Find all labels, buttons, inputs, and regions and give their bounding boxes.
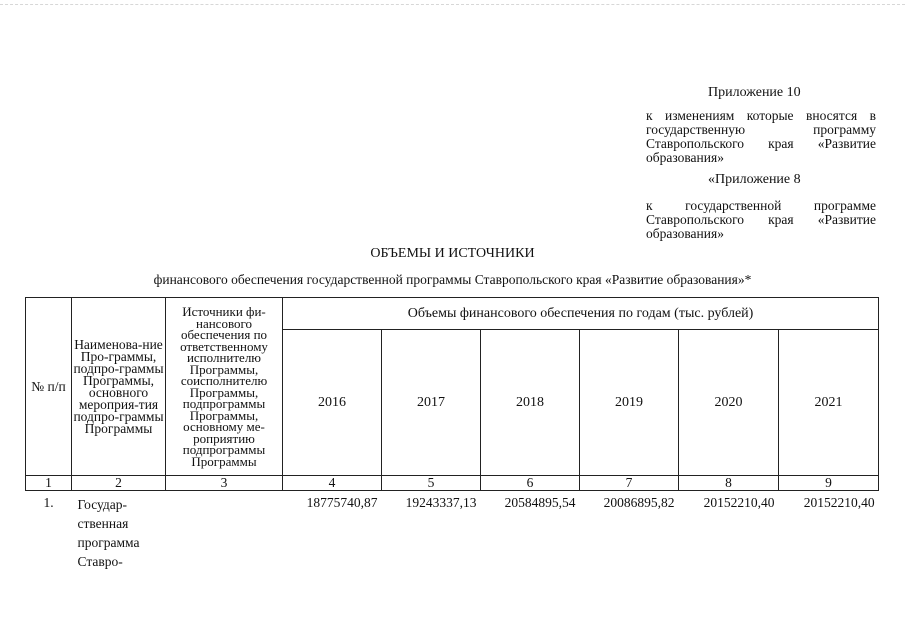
- column-number: 2: [72, 476, 166, 491]
- column-number: 5: [382, 476, 481, 491]
- column-header-name: Наименова-ние Про-граммы, подпро-граммы Программы, основного мероприя-тия подпро-граммы Программы: [72, 298, 166, 476]
- year-header: 2018: [481, 330, 580, 476]
- scan-top-border: [0, 4, 905, 7]
- document-subtitle: финансового обеспечения государственной программы Ставропольского края «Развитие образования»*: [153, 272, 752, 287]
- year-header: 2021: [779, 330, 879, 476]
- column-number: 8: [679, 476, 779, 491]
- financing-table: [25, 297, 879, 571]
- row-name: Государ-ственная программа Ставро-: [77, 497, 140, 569]
- prev-appendix-note: к государственной программе Ставропольского края «Развитие образования»: [646, 198, 876, 241]
- column-header-source: Источники фи-нансового обеспечения по ответственному исполнителю Программы, соисполнителю Программы, подпрограммы Программы, основному ме-роприятию подпрограммы Программы: [166, 298, 283, 476]
- year-header: 2016: [283, 330, 382, 476]
- column-number: 1: [26, 476, 72, 491]
- appendix-note: к изменениям которые вносятся в государственную программу Ставропольского края «Развитие образования»: [646, 108, 876, 165]
- row-value: 20584895,54: [504, 495, 576, 510]
- appendix-title: Приложение 10: [708, 85, 801, 100]
- column-group-header: Объемы финансового обеспечения по годам (тыс. рублей): [283, 298, 879, 330]
- column-header-number: № п/п: [26, 298, 72, 476]
- row-value: 20152210,40: [703, 495, 775, 510]
- row-number: 1.: [43, 495, 54, 510]
- prev-appendix-title: «Приложение 8: [708, 172, 801, 187]
- row-value: 18775740,87: [306, 495, 378, 510]
- year-header: 2019: [580, 330, 679, 476]
- year-header: 2020: [679, 330, 779, 476]
- row-value: 20152210,40: [803, 495, 875, 510]
- row-value: 20086895,82: [603, 495, 675, 510]
- column-number: 3: [166, 476, 283, 491]
- year-header: 2017: [382, 330, 481, 476]
- column-number: 6: [481, 476, 580, 491]
- document-title: ОБЪЕМЫ И ИСТОЧНИКИ: [370, 246, 535, 261]
- row-source: [166, 491, 283, 572]
- column-number: 4: [283, 476, 382, 491]
- column-number: 9: [779, 476, 879, 491]
- column-number: 7: [580, 476, 679, 491]
- row-value: 19243337,13: [405, 495, 477, 510]
- table-row: [26, 491, 879, 572]
